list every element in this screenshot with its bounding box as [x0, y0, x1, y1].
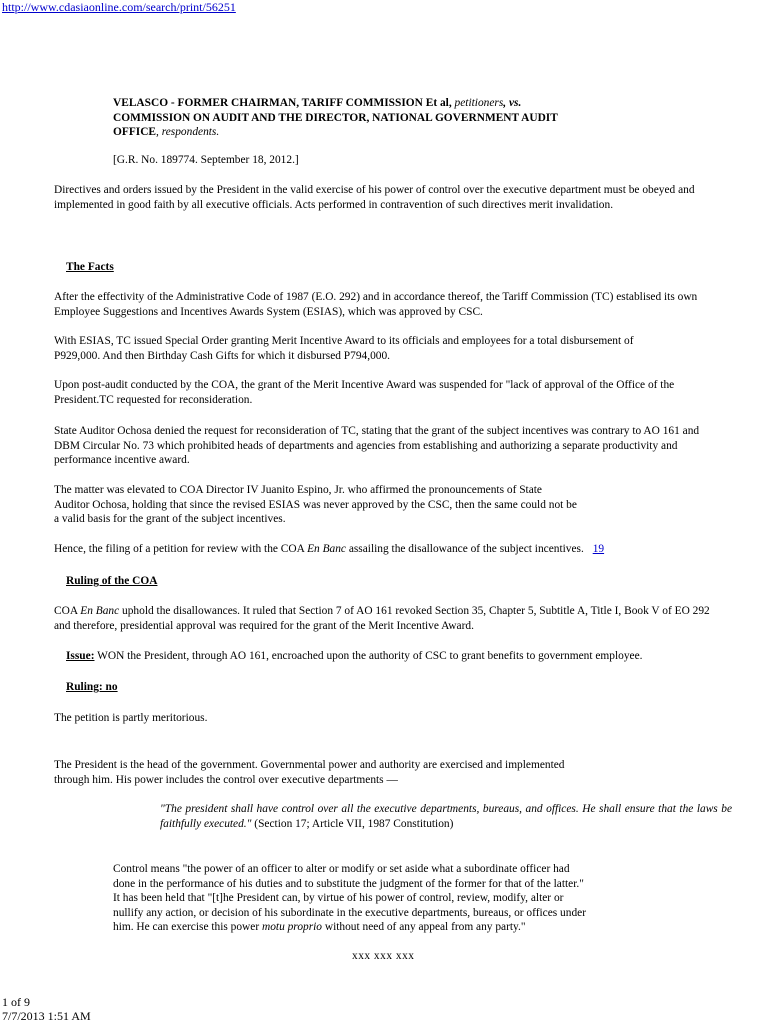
facts-paragraph-6: [54, 542, 744, 557]
petitioner-name: VELASCO - FORMER CHAIRMAN, TARIFF COMMISSION Et al,: [113, 97, 452, 109]
footnote-19-link[interactable]: 19: [592, 543, 605, 555]
print-url-link[interactable]: http://www.cdasiaonline.com/search/print/56251: [2, 0, 236, 14]
issue-line: [66, 649, 756, 664]
case-title-line-3: [113, 125, 673, 140]
ruling-coa-paragraph: [54, 604, 714, 633]
constitution-citation: (Section 17; Article VII, 1987 Constitution): [251, 817, 454, 830]
ruling-text: The petition is partly meritorious.: [54, 712, 208, 724]
issue-text: WON the President, through AO 161, encroached upon the authority of CSC to grant benefits to government employee.: [94, 650, 643, 662]
facts-paragraph-5-line-3: a valid basis for the grant of the subject incentives.: [54, 513, 286, 525]
discussion-paragraph-1: The President is the head of the government. Governmental power and authority are exercised and implemented through him. His power includes the control over executive departments —: [54, 759, 565, 786]
discussion-p2-line-5-end: without need of any appeal from any party.": [322, 921, 526, 933]
facts-paragraph-5: [54, 483, 714, 527]
facts-paragraph-4: State Auditor Ochosa denied the request for reconsideration of TC, stating that the grant of the subject incentives was contrary to AO 161 and DBM Circular No. 73 which prohibited heads of departments and agencies from establishing and authorizing a separate productivity and performance incentive award.: [54, 425, 700, 466]
petitioners-label: petitioners: [454, 97, 504, 109]
facts-paragraph-2: With ESIAS, TC issued Special Order granting Merit Incentive Award to its officials and employees for a total disbursement of P929,000. And then Birthday Cash Gifts for which it disbursed P794,000.: [54, 335, 634, 362]
discussion-p2-line-2: done in the performance of his duties and to substitute the judgment of the former for that of the latter.": [113, 877, 584, 890]
discussion-p2-line-1: Control means "the power of an officer to alter or modify or set aside what a subordinate officer had: [113, 863, 570, 875]
constitution-quote-text: "The president shall have control over all the executive departments, bureaus, and offices. He shall ensure that the laws be faithfully executed.": [160, 803, 732, 830]
case-title-line-2: COMMISSION ON AUDIT AND THE DIRECTOR, NATIONAL GOVERNMENT AUDIT: [113, 111, 558, 124]
facts-heading: The Facts: [66, 261, 114, 273]
facts-paragraph-6-text-end: assailing the disallowance of the subject incentives.: [345, 543, 584, 555]
constitution-quote: [160, 802, 732, 831]
discussion-p2-line-5-start: him. He can exercise this power: [113, 921, 262, 933]
gr-number: [G.R. No. 189774. September 18, 2012.]: [113, 154, 299, 166]
print-datetime: 7/7/2013 1:51 AM: [2, 1009, 91, 1023]
omission-separator: xxx xxx xxx: [352, 950, 415, 962]
facts-paragraph-5-line-2: Auditor Ochosa, holding that since the revised ESIAS was never approved by the CSC, then the same could not be: [54, 498, 577, 511]
ruling-coa-text: uphold the disallowances. It ruled that Section 7 of AO 161 revoked Section 35, Chapter 5, Subtitle A, Title I, Book V of EO 292 and therefore, presidential approval was required for the grant of the Merit Incentive Award.: [54, 605, 710, 632]
respondent-name: OFFICE: [113, 126, 157, 138]
ruling-coa-en-banc: En Banc: [80, 605, 120, 617]
case-title: [113, 96, 673, 140]
case-title-line-1: [113, 96, 673, 111]
discussion-p2-line-5: [113, 920, 713, 935]
discussion-p2-line-3: It has been held that "[t]he President can, by virtue of his power of control, review, modify, alter or: [113, 892, 564, 904]
ruling-label: Ruling: no: [66, 681, 118, 693]
facts-paragraph-3: Upon post-audit conducted by the COA, the grant of the Merit Incentive Award was suspended for "lack of approval of the Office of the President.TC requested for reconsideration.: [54, 379, 675, 406]
issue-label: Issue:: [66, 650, 95, 662]
versus-label: , vs.: [503, 97, 522, 109]
en-banc-italic: En Banc: [307, 543, 346, 555]
ruling-coa-text-start: COA: [54, 605, 81, 617]
respondents-label: , respondents.: [156, 126, 220, 138]
facts-paragraph-1: After the effectivity of the Administrative Code of 1987 (E.O. 292) and in accordance thereof, the Tariff Commission (TC) establised its own Employee Suggestions and Incentives Awards System (ESIAS), which was approved by CSC.: [54, 291, 698, 318]
page-indicator: 1 of 9: [2, 995, 30, 1009]
discussion-paragraph-2: [113, 862, 713, 935]
intro-paragraph: Directives and orders issued by the President in the valid exercise of his power of control over the executive department must be obeyed and implemented in good faith by all executive officials. Acts performed in contravention of such directives merit invalidation.: [54, 184, 695, 211]
discussion-p2-line-4: nullify any action, or decision of his subordinate in the executive departments, bureaus, or offices under: [113, 906, 586, 919]
motu-proprio-italic: motu proprio: [261, 921, 323, 933]
facts-paragraph-6-text: Hence, the filing of a petition for review with the COA: [54, 543, 308, 555]
ruling-coa-heading: Ruling of the COA: [66, 575, 158, 587]
facts-paragraph-5-line-1: The matter was elevated to COA Director IV Juanito Espino, Jr. who affirmed the pronouncements of State: [54, 484, 542, 496]
